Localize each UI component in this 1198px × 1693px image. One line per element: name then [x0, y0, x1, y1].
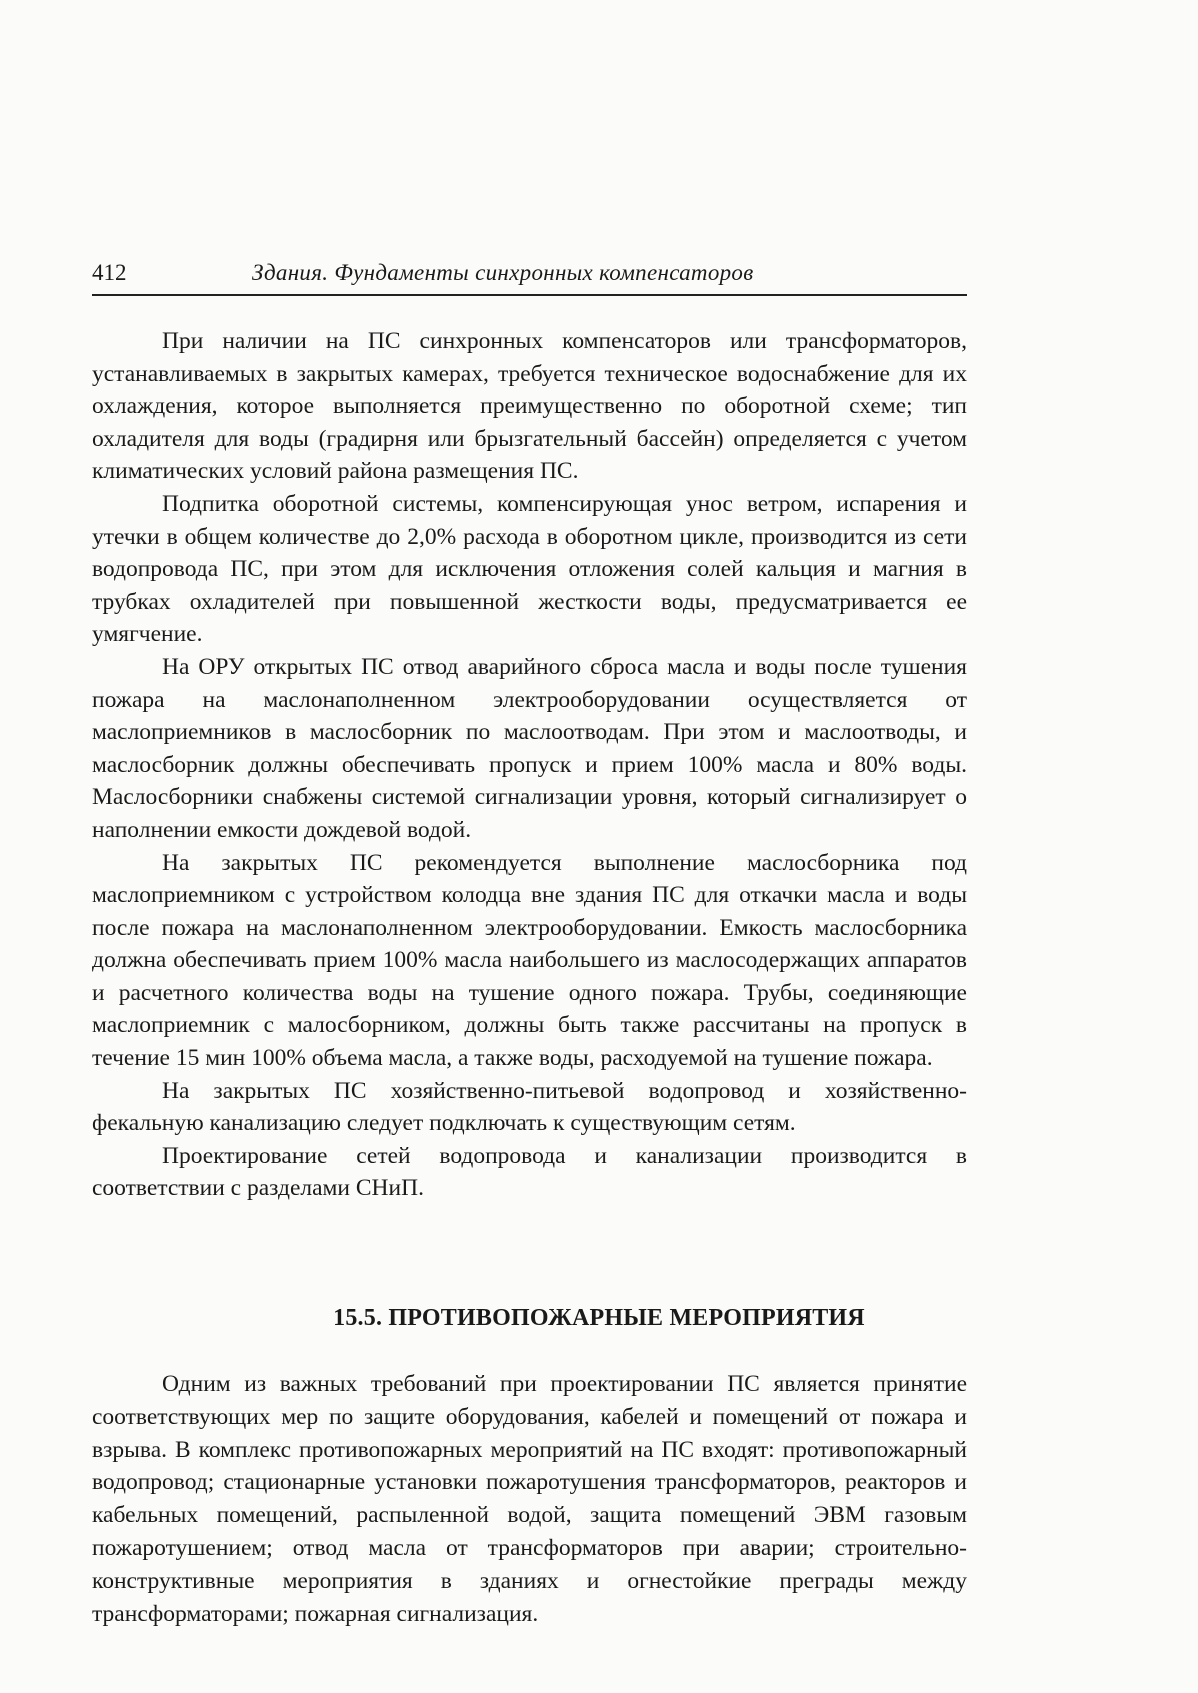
- section-heading: 15.5. ПРОТИВОПОЖАРНЫЕ МЕРОПРИЯТИЯ: [333, 1305, 865, 1331]
- body-text: [92, 325, 967, 1205]
- paragraph: При наличии на ПС синхронных компенсаторов или трансформаторов, устанавливаемых в закрытых камерах, требуется техническое водоснабжение для их охлаждения, которое выполняется преимущественно по оборотной схеме; тип охладителя для воды (градирня или брызгательный бассейн) определяется с учетом климатических условий района размещения ПС.: [92, 328, 967, 485]
- running-title: Здания. Фундаменты синхронных компенсаторов: [252, 260, 754, 285]
- page-number: 412: [92, 260, 127, 285]
- paragraph: На закрытых ПС рекомендуется выполнение маслосборника под маслоприемником с устройством колодца вне здания ПС для откачки масла и воды после пожара на маслонаполненном электрооборудовании. Емкость маслосборника должна обеспечивать прием 100% масла наибольшего из маслосодержащих аппаратов и расчетного количества воды на тушение одного пожара. Трубы, соединяющие маслоприемник с малосборником, должны быть также рассчитаны на пропуск в течение 15 мин 100% объема масла, а также воды, расходуемой на тушение пожара.: [92, 849, 967, 1072]
- section-text: [92, 1368, 967, 1630]
- paragraph: Проектирование сетей водопровода и канализации производится в соответствии с разделами СНиП.: [92, 1142, 967, 1202]
- paragraph: На закрытых ПС хозяйственно-питьевой водопровод и хозяйственно-фекальную канализацию следует подключать к существующим сетям.: [92, 1077, 967, 1137]
- paragraph: Одним из важных требований при проектировании ПС является принятие соответствующих мер по защите оборудования, кабелей и помещений от пожара и взрыва. В комплекс противопожарных мероприятий на ПС входят: противопожарный водопровод; стационарные установки пожаротушения трансформаторов, реакторов и кабельных помещений, распыленной водой, защита помещений ЭВМ газовым пожаротушением; отвод масла от трансформаторов при аварии; строительно-конструктивные мероприятия в зданиях и огнестойкие преграды между трансформаторами; пожарная сигнализация.: [92, 1371, 967, 1627]
- paragraph: Подпитка оборотной системы, компенсирующая унос ветром, испарения и утечки в общем количестве до 2,0% расхода в оборотном цикле, производится из сети водопровода ПС, при этом для исключения отложения солей кальция и магния в трубках охладителей при повышенной жесткости воды, предусматривается ее умягчение.: [92, 490, 967, 648]
- page-header: [92, 258, 967, 296]
- paragraph: На ОРУ открытых ПС отвод аварийного сброса масла и воды после тушения пожара на маслонаполненном электрооборудовании осуществляется от маслоприемников в маслосборник по маслоотводам. При этом и маслоотводы, и маслосборник должны обеспечивать пропуск и прием 100% масла и 80% воды. Маслосборники снабжены системой сигнализации уровня, который сигнализирует о наполнении емкости дождевой водой.: [92, 653, 967, 843]
